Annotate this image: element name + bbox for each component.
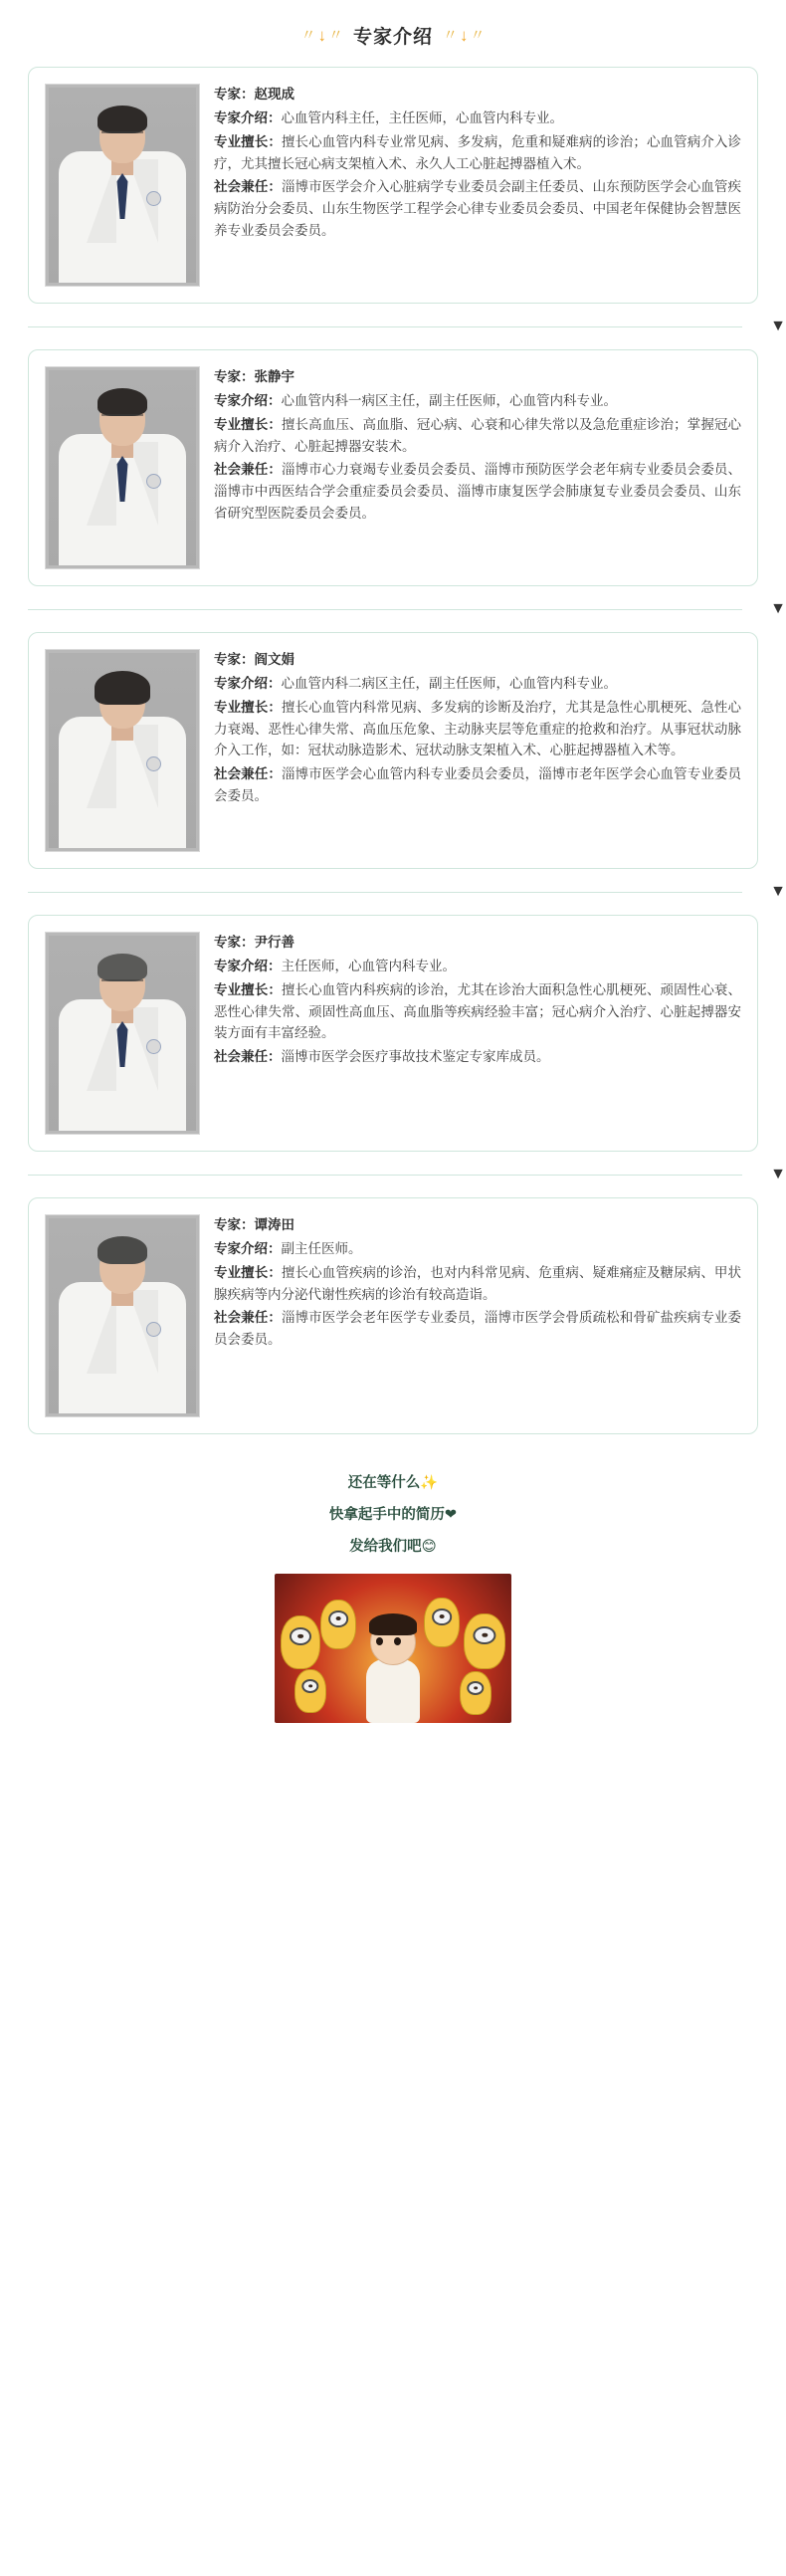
wave-icon: 〃 <box>470 27 486 44</box>
expert-intro-row <box>214 107 741 129</box>
footer-line-3: 发给我们吧😊 <box>349 1538 437 1555</box>
down-triangle-icon: ▼ <box>770 318 786 334</box>
intro-label: 专家介绍： <box>214 109 282 125</box>
specialty-text: 擅长心血管内科常见病、多发病的诊断及治疗，尤其是急性心肌梗死、急性心力衰竭、恶性心律失常、高血压危象、主动脉夹层等危重症的抢救和治疗。从事冠状动脉介入工作，如：冠状动脉造影术、冠状动脉支架植入术、心脏起搏器植入术等。 <box>214 699 742 758</box>
expert-specialty-row <box>214 979 741 1045</box>
expert-intro-row <box>214 673 741 695</box>
expert-info <box>214 649 741 852</box>
social-label: 社会兼任： <box>214 179 282 195</box>
intro-label: 专家介绍： <box>214 958 282 973</box>
expert-info <box>214 84 741 287</box>
expert-photo-frame <box>45 1214 200 1417</box>
expert-name-row <box>214 1214 741 1236</box>
section-divider <box>0 869 786 915</box>
footer-line-1: 还在等什么✨ <box>347 1475 439 1491</box>
footer <box>0 1468 786 1723</box>
expert-name-row <box>214 932 741 954</box>
expert-specialty-row <box>214 414 741 458</box>
expert-photo <box>49 653 196 848</box>
expert-name-row <box>214 366 741 388</box>
expert-photo <box>49 370 196 565</box>
down-triangle-icon: ▼ <box>770 600 786 617</box>
expert-photo-frame <box>45 649 200 852</box>
down-triangle-icon: ▼ <box>770 883 786 900</box>
intro-text: 心血管内科一病区主任，副主任医师，心血管内科专业。 <box>281 392 617 408</box>
section-divider <box>0 586 786 632</box>
social-label: 社会兼任： <box>214 766 282 782</box>
specialty-label: 专业擅长： <box>214 133 282 149</box>
expert-social-row <box>214 459 741 525</box>
intro-label: 专家介绍： <box>214 392 282 408</box>
expert-card <box>28 349 758 586</box>
expert-name: 赵现成 <box>254 87 295 102</box>
expert-photo-frame <box>45 366 200 569</box>
expert-name: 谭涛田 <box>254 1217 295 1232</box>
footer-image <box>275 1574 511 1723</box>
expert-name-row <box>214 84 741 106</box>
social-text: 淄博市医学会老年医学专业委员，淄博市医学会骨质疏松和骨矿盐疾病专业委员会委员。 <box>214 1310 742 1348</box>
expert-intro-row <box>214 1238 741 1260</box>
expert-specialty-row <box>214 131 741 175</box>
expert-info <box>214 1214 741 1417</box>
specialty-label: 专业擅长： <box>214 1264 282 1280</box>
expert-label: 专家： <box>214 87 255 102</box>
expert-name-row <box>214 649 741 671</box>
wave-icon: 〃 <box>300 27 316 44</box>
expert-intro-row <box>214 956 741 977</box>
down-arrow-icon: ↓ <box>460 26 469 45</box>
specialty-text: 擅长心血管内科疾病的诊治，尤其在诊治大面积急性心肌梗死、顽固性心衰、恶性心律失常、顽固性高血压、高血脂等疾病经验丰富；冠心病介入治疗、心脏起搏器安装方面有丰富经验。 <box>214 981 742 1041</box>
intro-label: 专家介绍： <box>214 675 282 691</box>
expert-name: 阎文娟 <box>254 652 295 667</box>
expert-photo-frame <box>45 932 200 1135</box>
intro-text: 心血管内科二病区主任，副主任医师，心血管内科专业。 <box>281 675 617 691</box>
expert-specialty-row <box>214 1262 741 1306</box>
intro-label: 专家介绍： <box>214 1240 282 1256</box>
specialty-text: 擅长心血管内科专业常见病、多发病，危重和疑难病的诊治；心血管病介入诊疗，尤其擅长冠心病支架植入术、永久人工心脏起搏器植入术。 <box>214 133 742 171</box>
girl-figure <box>360 1613 426 1723</box>
expert-social-row <box>214 763 741 807</box>
social-label: 社会兼任： <box>214 1310 282 1326</box>
specialty-text: 擅长高血压、高血脂、冠心病、心衰和心律失常以及急危重症诊治；掌握冠心病介入治疗、心脏起搏器安装术。 <box>214 416 742 454</box>
wave-icon: 〃 <box>327 27 343 44</box>
social-text: 淄博市医学会心血管内科专业委员会委员，淄博市老年医学会心血管专业委员会委员。 <box>214 766 742 804</box>
footer-line-2: 快拿起手中的简历❤ <box>328 1506 458 1523</box>
expert-label: 专家： <box>214 935 255 950</box>
expert-photo <box>49 936 196 1131</box>
expert-name: 尹行善 <box>254 935 295 950</box>
page-header <box>0 0 786 67</box>
specialty-text: 擅长心血管疾病的诊治，也对内科常见病、危重病、疑难痛症及糖尿病、甲状腺疾病等内分泌代谢性疾病的诊治有较高造诣。 <box>214 1264 742 1302</box>
specialty-label: 专业擅长： <box>214 981 282 997</box>
social-label: 社会兼任： <box>214 462 282 478</box>
expert-intro-row <box>214 390 741 412</box>
expert-social-row <box>214 1307 741 1351</box>
section-divider <box>0 304 786 349</box>
social-text: 淄博市医学会医疗事故技术鉴定专家库成员。 <box>281 1049 550 1065</box>
expert-card <box>28 67 758 304</box>
social-text: 淄博市心力衰竭专业委员会委员、淄博市预防医学会老年病专业委员会委员、淄博市中西医结合学会重症委员会委员、淄博市康复医学会肺康复专业委员会委员、山东省研究型医院委员会委员。 <box>214 462 742 522</box>
specialty-label: 专业擅长： <box>214 699 282 715</box>
expert-photo <box>49 88 196 283</box>
expert-social-row <box>214 1046 741 1068</box>
expert-label: 专家： <box>214 1217 255 1232</box>
expert-specialty-row <box>214 697 741 762</box>
expert-photo-frame <box>45 84 200 287</box>
down-arrow-icon: ↓ <box>317 26 326 45</box>
expert-label: 专家： <box>214 652 255 667</box>
social-text: 淄博市医学会介入心脏病学专业委员会副主任委员、山东预防医学会心血管疾病防治分会委员、山东生物医学工程学会心律专业委员会委员、中国老年保健协会智慧医养专业委员会委员。 <box>214 179 742 239</box>
specialty-label: 专业擅长： <box>214 416 282 432</box>
page-title: 专家介绍 <box>352 27 433 48</box>
expert-info <box>214 932 741 1135</box>
expert-card <box>28 1197 758 1434</box>
section-divider <box>0 1152 786 1197</box>
expert-name: 张静宇 <box>254 369 295 384</box>
expert-info <box>214 366 741 569</box>
expert-card <box>28 915 758 1152</box>
intro-text: 主任医师，心血管内科专业。 <box>281 958 456 973</box>
expert-card <box>28 632 758 869</box>
intro-text: 心血管内科主任，主任医师，心血管内科专业。 <box>281 109 563 125</box>
expert-social-row <box>214 176 741 242</box>
social-label: 社会兼任： <box>214 1049 282 1065</box>
expert-photo <box>49 1218 196 1413</box>
intro-text: 副主任医师。 <box>281 1240 362 1256</box>
decoration-right <box>443 27 486 44</box>
expert-label: 专家： <box>214 369 255 384</box>
down-triangle-icon: ▼ <box>770 1166 786 1182</box>
decoration-left <box>300 27 343 44</box>
wave-icon: 〃 <box>443 27 459 44</box>
